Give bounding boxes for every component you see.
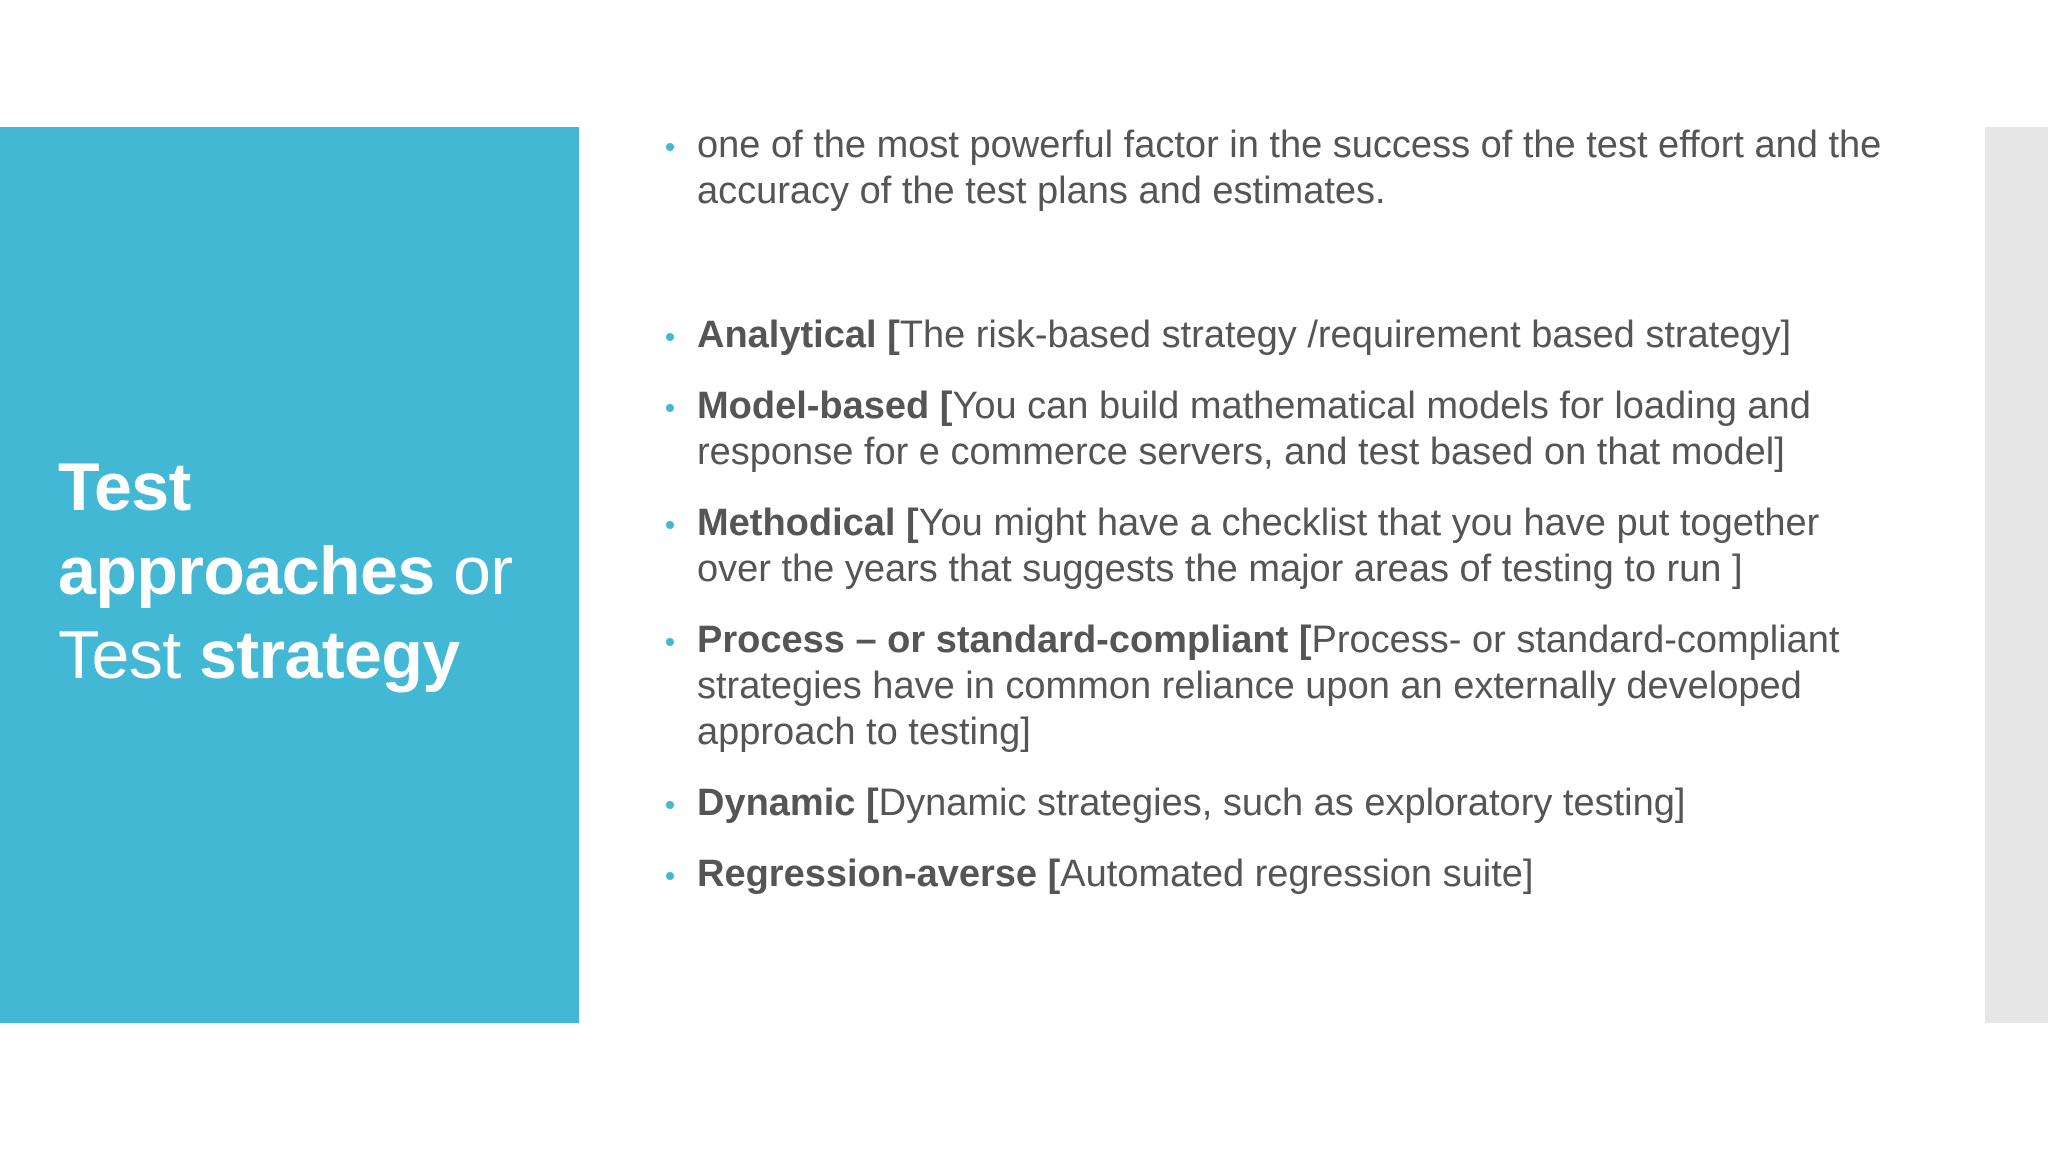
bullet-term: Model-based [: [697, 385, 953, 427]
bullet-term: Analytical [: [697, 314, 900, 356]
bullet-item-regression-averse: [666, 851, 1886, 897]
title-word-test-2: Test: [58, 617, 200, 693]
bullet-term: Regression-averse [: [697, 853, 1061, 895]
bullet-item-intro: [666, 122, 1886, 214]
bullet-text: Automated regression suite]: [1060, 853, 1534, 895]
bullet-text: one of the most powerful factor in the success of the test effort and the accuracy of the test plans and estimates.: [697, 124, 1882, 212]
bullet-item-methodical: [666, 500, 1886, 592]
bullet-term: Methodical [: [697, 502, 919, 544]
bullet-item-model-based: [666, 383, 1886, 475]
bullet-dot-icon: [666, 521, 674, 529]
bullet-item-process-compliant: [666, 617, 1886, 755]
bullet-dot-icon: [666, 638, 674, 646]
bullet-text: You might have a checklist that you have put together over the years that suggests the major areas of testing to run ]: [697, 502, 1820, 590]
bullet-list: [666, 122, 1886, 922]
bullet-item-analytical: [666, 312, 1886, 358]
title-word-strategy: strategy: [199, 617, 460, 693]
bullet-text: You can build mathematical models for loading and response for e commerce servers, and test based on that model]: [697, 385, 1811, 473]
bullet-text: Process- or standard-compliant strategies have in common reliance upon an externally developed approach to testing]: [697, 619, 1840, 753]
right-edge-strip: [1985, 127, 2048, 1023]
bullet-dot-icon: [666, 801, 674, 809]
bullet-dot-icon: [666, 872, 674, 880]
title-line-2: [58, 529, 568, 613]
bullet-item-dynamic: [666, 780, 1886, 826]
bullet-text: Dynamic strategies, such as exploratory testing]: [878, 782, 1686, 824]
title-line-1: [58, 445, 568, 529]
title-word-approaches: approaches: [58, 533, 435, 609]
bullet-term: Dynamic [: [697, 782, 879, 824]
bullet-dot-icon: [666, 404, 674, 412]
title-word-or: or: [434, 533, 513, 609]
slide-title: [58, 445, 568, 697]
bullet-term: Process – or standard-compliant [: [697, 619, 1312, 661]
bullet-dot-icon: [666, 143, 674, 151]
bullet-dot-icon: [666, 333, 674, 341]
title-line-3: [58, 613, 568, 697]
bullet-text: The risk-based strategy /requirement based strategy]: [899, 314, 1792, 356]
title-word-test: Test: [58, 449, 191, 525]
